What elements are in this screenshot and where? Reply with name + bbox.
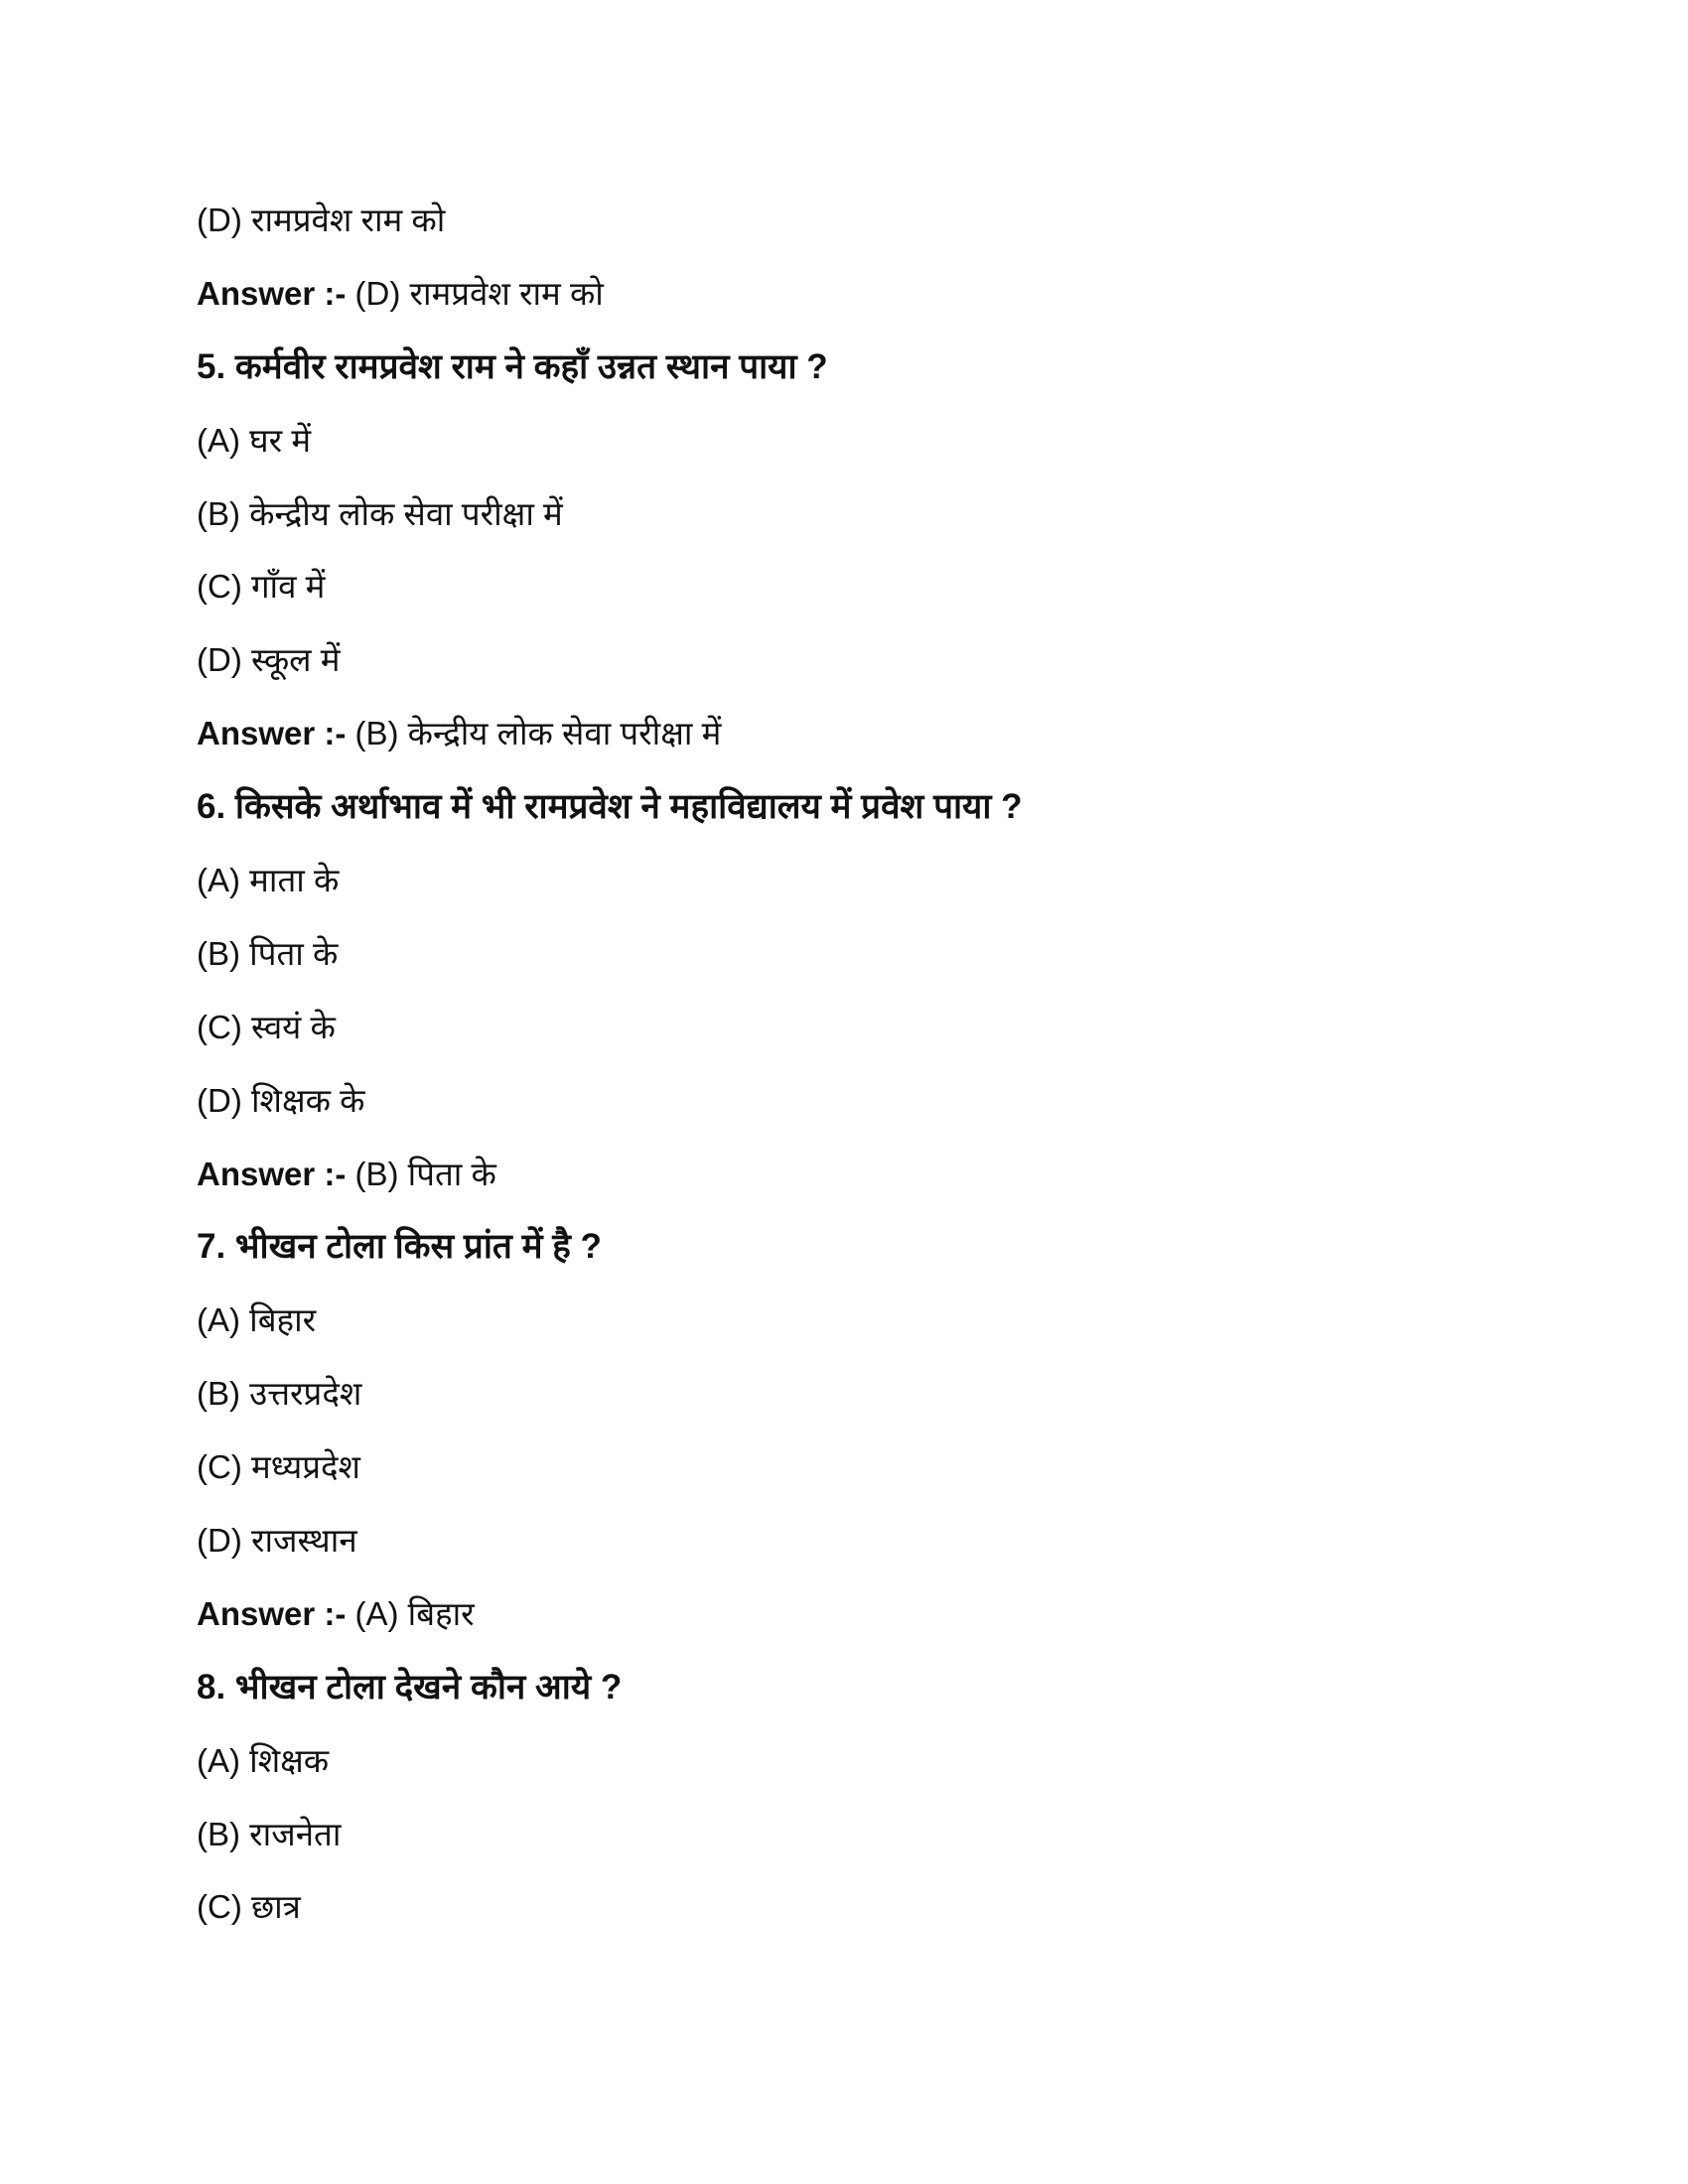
answer-line — [197, 697, 1537, 770]
option-text: (D) स्कूल में — [197, 641, 341, 679]
option-text: (A) शिक्षक — [197, 1741, 330, 1779]
answer-text: (A) बिहार — [346, 1594, 475, 1632]
question-text: 6. किसके अर्थाभाव में भी रामप्रवेश ने महाविद्यालय में प्रवेश पाया ? — [197, 787, 1023, 827]
answer-text: (B) केन्द्रीय लोक सेवा परीक्षा में — [346, 715, 722, 752]
option-text: (D) रामप्रवेश राम को — [197, 202, 446, 238]
option-text: (A) बिहार — [197, 1301, 317, 1339]
question-text: 8. भीखन टोला देखने कौन आये ? — [197, 1667, 623, 1706]
option-text: (C) गाँव में — [197, 568, 326, 606]
question-text: 7. भीखन टोला किस प्रांत में है ? — [197, 1227, 602, 1267]
answer-text: (B) पिता के — [346, 1155, 496, 1192]
question-text: 5. कर्मवीर रामप्रवेश राम ने कहाँ उन्नत स्थान पाया ? — [197, 346, 828, 386]
option-text: (B) केन्द्रीय लोक सेवा परीक्षा में — [197, 494, 563, 532]
answer-label: Answer :- — [197, 1155, 347, 1192]
option-text: (A) माता के — [197, 862, 340, 899]
option-text: (B) राजनेता — [197, 1815, 342, 1852]
answer-label: Answer :- — [197, 274, 347, 312]
answer-label: Answer :- — [197, 715, 347, 752]
answer-line — [197, 1138, 1537, 1211]
option-text: (B) उत्तरप्रदेश — [197, 1375, 362, 1413]
option-text: (C) मध्यप्रदेश — [197, 1448, 361, 1486]
option-text: (D) राजस्थान — [197, 1522, 357, 1560]
option-text: (C) छात्र — [197, 1888, 301, 1926]
answer-label: Answer :- — [197, 1594, 347, 1632]
answer-text: (D) रामप्रवेश राम को — [346, 274, 604, 312]
answer-line — [197, 257, 1537, 331]
answer-line — [197, 1577, 1537, 1651]
option-text: (A) घर में — [197, 421, 312, 459]
option-text: (C) स्वयं के — [197, 1008, 336, 1045]
option-text: (B) पिता के — [197, 934, 339, 972]
option-text: (D) शिक्षक के — [197, 1081, 365, 1119]
document-page — [197, 184, 1537, 1944]
